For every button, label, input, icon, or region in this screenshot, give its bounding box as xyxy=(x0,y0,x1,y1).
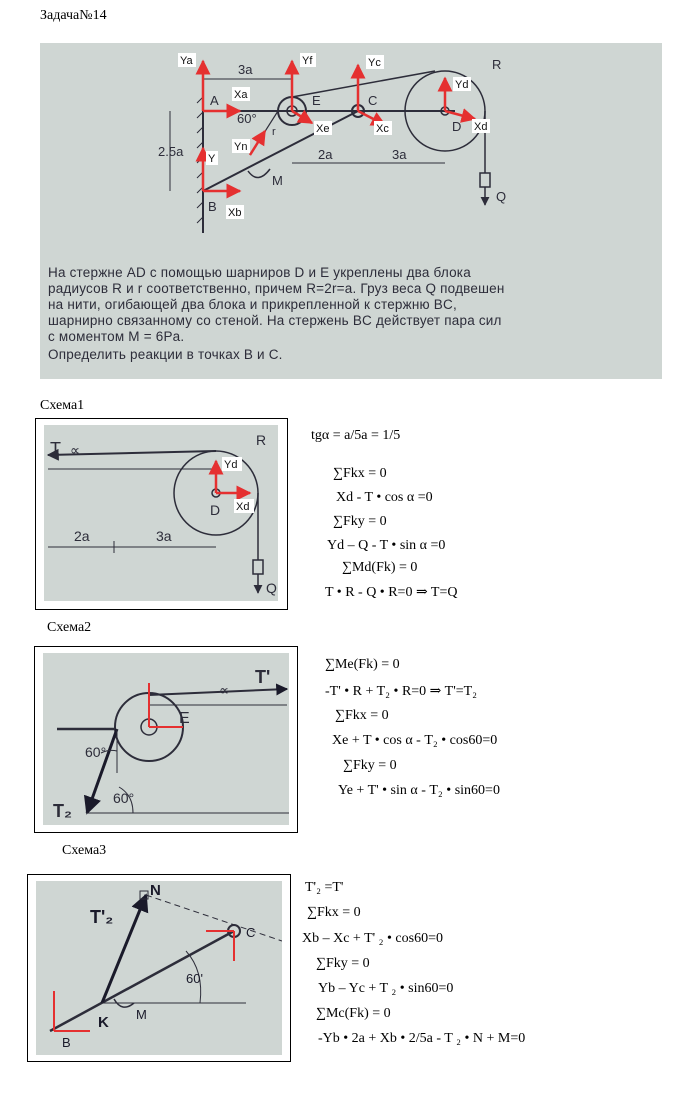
dim-25a: 2.5a xyxy=(158,144,184,159)
task-line-5: с моментом M = 6Pa. xyxy=(48,329,185,344)
task-line-2: радиусов R и r соответственно, причем R=2r=a. Груз веса Q подвешен xyxy=(48,281,505,296)
schema2-diagram xyxy=(43,653,289,825)
lbl-ya: Ya xyxy=(180,55,193,67)
s3-eq-7: -Yb • 2a + Xb • 2/5a - T ₂ • N + M=0 xyxy=(318,1031,526,1046)
s2-lbl-tprime: T' xyxy=(255,667,271,687)
dim-3a-top: 3a xyxy=(238,62,253,77)
s1-dim-2a: 2a xyxy=(74,528,90,544)
dim-3a: 3a xyxy=(392,147,407,162)
s3-eq-1: T'₂ =T' xyxy=(305,880,344,895)
s3-lbl-b: B xyxy=(62,1035,71,1050)
task-line-3: на нити, огибающей два блока и прикрепленной к стержню BC, xyxy=(48,297,457,312)
lbl-e: E xyxy=(312,93,321,108)
s3-lbl-c: C xyxy=(246,925,256,940)
s2-lbl-t2: T₂ xyxy=(53,801,72,821)
s2-eq-4: Xe + T • cos α - T₂ • cos60=0 xyxy=(332,733,498,748)
s3-eq-2: ∑Fkx = 0 xyxy=(307,905,361,920)
moment-arc xyxy=(248,169,270,178)
s1-eq-3: Xd - T • cos α =0 xyxy=(336,490,433,505)
task-line-6: Определить реакции в точках B и C. xyxy=(48,347,283,362)
lbl-small-r: r xyxy=(272,126,276,138)
lbl-a: A xyxy=(210,93,219,108)
s1-eq-1: tgα = a/5a = 1/5 xyxy=(311,428,401,443)
s1-lbl-r: R xyxy=(256,432,267,448)
lbl-d: D xyxy=(452,119,462,134)
lbl-xa: Xa xyxy=(234,89,248,101)
s2-lbl-e: E xyxy=(179,710,190,727)
s1-lbl-yd: Yd xyxy=(224,459,238,471)
s1-dim-3a: 3a xyxy=(156,528,172,544)
s3-eq-4: ∑Fky = 0 xyxy=(316,956,370,971)
s1-lbl-d: D xyxy=(210,502,221,518)
s1-eq-5: Yd – Q - T • sin α =0 xyxy=(327,538,446,553)
schema3-heading: Схема3 xyxy=(62,843,107,858)
s1-eq-7: T • R - Q • R=0 ⇒ T=Q xyxy=(325,585,458,600)
lbl-xd: Xd xyxy=(474,121,488,133)
s1-eq-6: ∑Md(Fk) = 0 xyxy=(342,560,418,575)
lbl-yd: Yd xyxy=(455,79,469,91)
s3-lbl-t2prime: T'₂ xyxy=(90,907,114,927)
s1-eq-4: ∑Fky = 0 xyxy=(333,514,387,529)
s2-eq-6: Ye + T' • sin α - T₂ • sin60=0 xyxy=(338,783,500,798)
s3-eq-6: ∑Mc(Fk) = 0 xyxy=(316,1006,391,1021)
schema3-diagram xyxy=(36,881,282,1055)
schema2-figure xyxy=(34,646,298,833)
s3-eq-3: Xb – Xc + T' ₂ • cos60=0 xyxy=(302,931,443,946)
lbl-xe: Xe xyxy=(316,123,330,135)
s1-eq-2: ∑Fkx = 0 xyxy=(333,466,387,481)
task-photo xyxy=(40,43,662,379)
lbl-yc: Yc xyxy=(368,57,381,69)
s2-lbl-60b: 60° xyxy=(113,790,135,806)
s3-lbl-60: 60' xyxy=(186,971,203,986)
lbl-r: R xyxy=(492,57,502,72)
s1-lbl-xd: Xd xyxy=(236,501,250,513)
schema2-heading: Схема2 xyxy=(47,620,92,635)
lbl-xb: Xb xyxy=(228,207,242,219)
s3-lbl-k: K xyxy=(98,1014,109,1031)
lbl-q: Q xyxy=(496,189,507,204)
s2-lbl-60a: 60° xyxy=(85,744,107,760)
s2-eq-1: ∑Me(Fk) = 0 xyxy=(325,657,400,672)
schema1-figure xyxy=(35,418,288,610)
task-line-4: шарнирно связанному со стеной. На стержень BC действует пара сил xyxy=(48,313,502,328)
schema3-figure xyxy=(27,874,291,1062)
dim-2a: 2a xyxy=(318,147,333,162)
weight-q xyxy=(480,173,490,187)
lbl-m: M xyxy=(272,173,283,188)
s1-lbl-alpha: ∝ xyxy=(70,442,81,458)
s2-eq-3: ∑Fkx = 0 xyxy=(335,708,389,723)
s3-lbl-n: N xyxy=(150,882,161,899)
s3-eq-5: Yb – Yc + T ₂ • sin60=0 xyxy=(318,981,454,996)
lbl-angle60: 60° xyxy=(237,111,257,126)
lbl-y: Y xyxy=(208,153,216,165)
schema1-diagram xyxy=(44,425,278,601)
schema1-heading: Схема1 xyxy=(40,398,85,413)
s2-lbl-alpha: ∝ xyxy=(219,682,230,698)
lbl-b: B xyxy=(208,199,217,214)
lbl-yn: Yn xyxy=(234,141,248,153)
s1-lbl-t: T xyxy=(50,439,61,459)
s3-lbl-m: M xyxy=(136,1007,147,1022)
lbl-yf: Yf xyxy=(302,55,313,67)
lbl-xc: Xc xyxy=(376,123,389,135)
s2-eq-2: -T' • R + T₂ • R=0 ⇒ T'=T₂ xyxy=(325,684,478,699)
task-line-1: На стержне AD с помощью шарниров D и E укреплены два блока xyxy=(48,265,471,280)
s1-lbl-q: Q xyxy=(266,580,277,596)
s2-eq-5: ∑Fky = 0 xyxy=(343,758,397,773)
lbl-c: C xyxy=(368,93,378,108)
page-title: Задача№14 xyxy=(40,8,107,23)
